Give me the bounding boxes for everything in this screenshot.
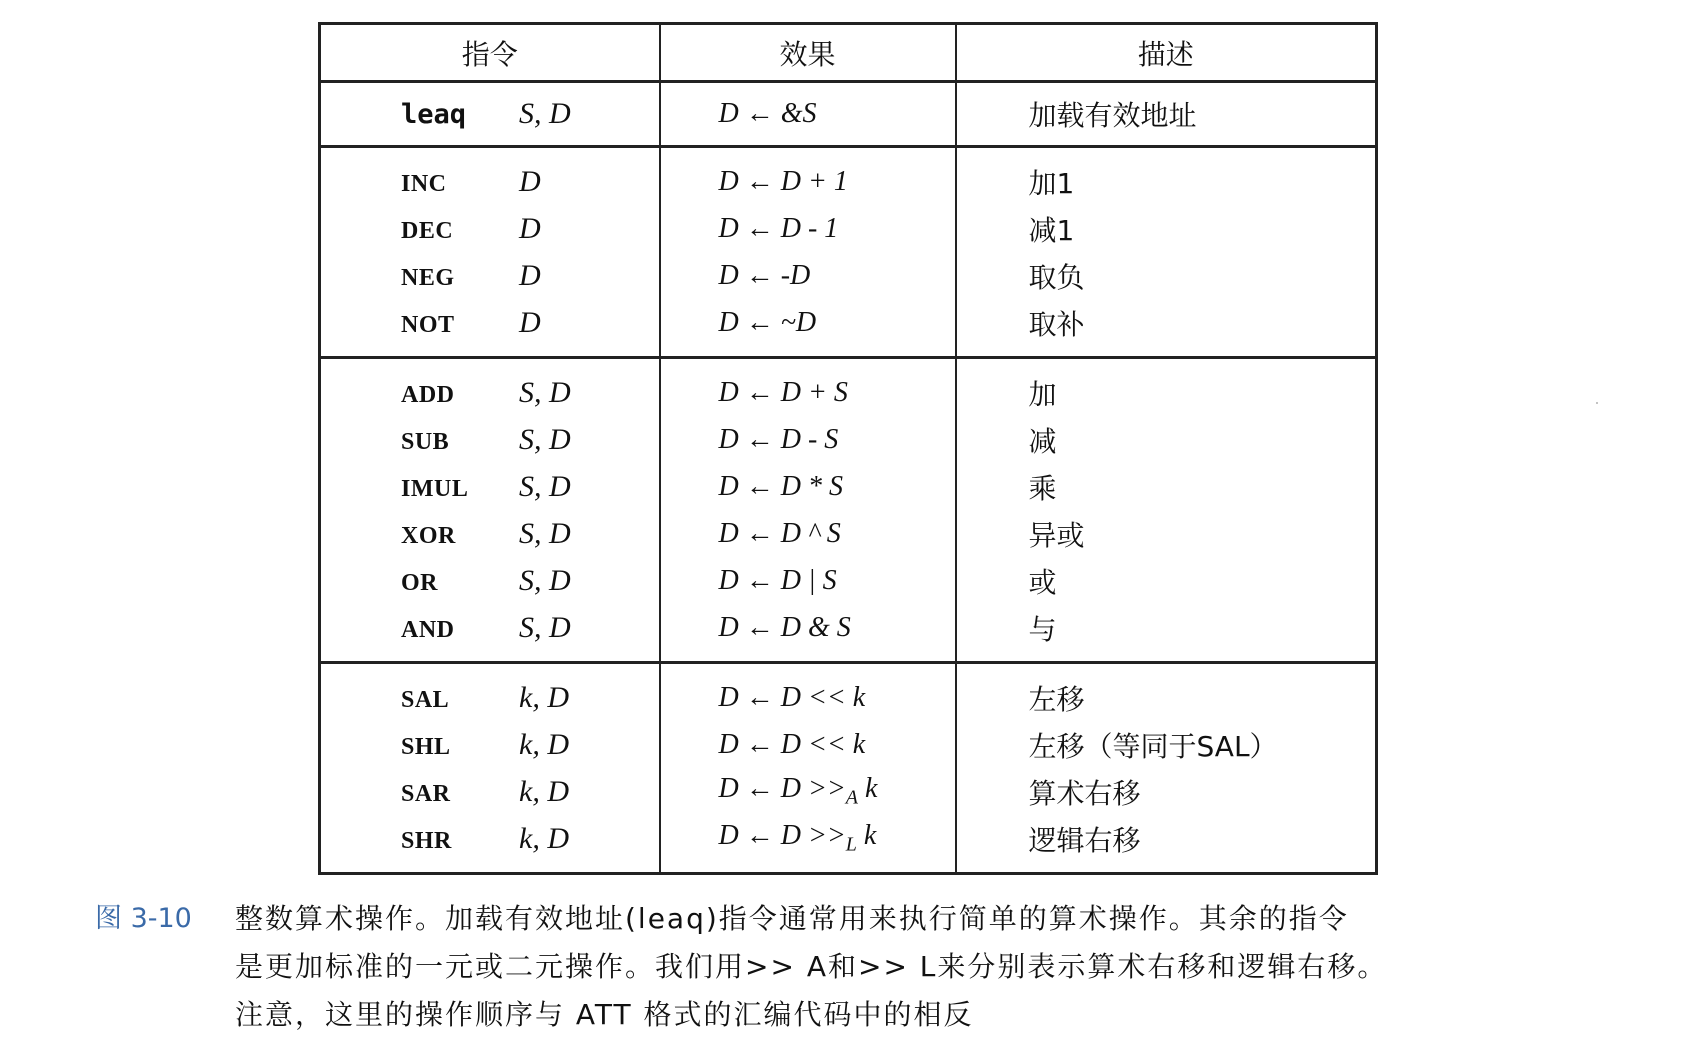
table-row (320, 358, 1377, 417)
figure-number: 图 3-10 (95, 903, 192, 934)
effect-expression: D ← D >> (718, 773, 846, 805)
instruction-operands: k, D (519, 821, 569, 855)
effect-cell (660, 358, 956, 417)
description-cell: 异或 (956, 510, 1377, 557)
table-row (320, 604, 1377, 663)
instruction-mnemonic: DEC (401, 217, 454, 244)
effect-cell (660, 510, 956, 557)
instruction-cell (320, 358, 660, 417)
table-header-row (320, 24, 1377, 82)
effect-expression: D ← D + 1 (718, 165, 848, 197)
table-row (320, 510, 1377, 557)
description-cell: 取负 (956, 252, 1377, 299)
effect-shift-amount: k (857, 773, 878, 805)
header-description: 描述 (956, 24, 1377, 82)
description-cell: 取补 (956, 299, 1377, 358)
instruction-operands: S, D (519, 375, 571, 409)
table-row (320, 557, 1377, 604)
instruction-mnemonic: SHR (401, 827, 452, 854)
table-row (320, 205, 1377, 252)
effect-cell (660, 82, 956, 147)
instruction-cell (320, 721, 660, 768)
effect-cell (660, 815, 956, 874)
instruction-mnemonic: ADD (401, 381, 455, 408)
caption-line: 注意，这里的操作顺序与 ATT 格式的汇编代码中的相反 (235, 998, 974, 1031)
instruction-operands: S, D (519, 516, 571, 550)
instruction-mnemonic: NEG (401, 264, 455, 291)
description-cell: 逻辑右移 (956, 815, 1377, 874)
instruction-cell (320, 815, 660, 874)
instruction-mnemonic: SAL (401, 686, 450, 713)
effect-cell (660, 416, 956, 463)
description-cell: 左移（等同于SAL） (956, 721, 1377, 768)
instruction-table-container (318, 22, 1375, 875)
table-row (320, 252, 1377, 299)
effect-expression: D ← -D (718, 259, 811, 291)
instruction-mnemonic: IMUL (401, 475, 469, 502)
description-cell: 与 (956, 604, 1377, 663)
instruction-mnemonic: SHL (401, 733, 451, 760)
instruction-cell (320, 147, 660, 206)
effect-expression: D ← D & S (718, 611, 851, 643)
scan-speck (1596, 402, 1598, 404)
description-cell: 或 (956, 557, 1377, 604)
description-cell: 加1 (956, 147, 1377, 206)
table-row (320, 299, 1377, 358)
instruction-mnemonic: AND (401, 616, 455, 643)
table-body (320, 82, 1377, 874)
instruction-mnemonic: XOR (401, 522, 456, 549)
effect-expression: D ← D << k (718, 681, 866, 713)
description-cell: 算术右移 (956, 768, 1377, 815)
instruction-cell (320, 604, 660, 663)
instruction-operands: k, D (519, 727, 569, 761)
instruction-operands: S, D (519, 469, 571, 503)
caption-line: 整数算术操作。加载有效地址(leaq)指令通常用来执行简单的算术操作。其余的指令 (235, 902, 1349, 935)
instruction-operands: D (519, 211, 541, 245)
instruction-operands: S, D (519, 97, 571, 130)
instruction-mnemonic: OR (401, 569, 438, 596)
instruction-mnemonic: SUB (401, 428, 450, 455)
instruction-cell (320, 205, 660, 252)
effect-cell (660, 463, 956, 510)
header-instruction: 指令 (320, 24, 660, 82)
effect-cell (660, 768, 956, 815)
shift-type-subscript: A (845, 786, 858, 809)
instruction-operands: S, D (519, 422, 571, 456)
instruction-operands: D (519, 258, 541, 292)
table-row (320, 147, 1377, 206)
instruction-cell (320, 416, 660, 463)
table-row (320, 663, 1377, 722)
effect-expression: D ← D * S (718, 470, 843, 502)
table-row (320, 82, 1377, 147)
description-cell: 加载有效地址 (956, 82, 1377, 147)
description-cell: 左移 (956, 663, 1377, 722)
effect-cell (660, 205, 956, 252)
instruction-mnemonic: leaq (401, 99, 467, 130)
effect-expression: D ← ~D (718, 306, 817, 338)
effect-expression: D ← D + S (718, 376, 848, 408)
instruction-cell (320, 252, 660, 299)
instruction-cell (320, 557, 660, 604)
instruction-cell (320, 510, 660, 557)
description-cell: 减1 (956, 205, 1377, 252)
caption-text (235, 895, 1655, 1039)
instruction-cell (320, 663, 660, 722)
instruction-cell (320, 82, 660, 147)
instruction-operands: k, D (519, 680, 569, 714)
effect-cell (660, 252, 956, 299)
instruction-mnemonic: SAR (401, 780, 451, 807)
effect-expression: D ← D ^ S (718, 517, 841, 549)
effect-cell (660, 147, 956, 206)
instruction-cell (320, 768, 660, 815)
description-cell: 乘 (956, 463, 1377, 510)
description-cell: 减 (956, 416, 1377, 463)
table-row (320, 721, 1377, 768)
effect-expression: D ← D - S (718, 423, 839, 455)
instruction-cell (320, 299, 660, 358)
table-row (320, 463, 1377, 510)
instruction-cell (320, 463, 660, 510)
shift-type-subscript: L (845, 833, 857, 856)
integer-arithmetic-table (318, 22, 1378, 875)
instruction-operands: D (519, 305, 541, 339)
effect-cell (660, 721, 956, 768)
effect-cell (660, 299, 956, 358)
description-cell: 加 (956, 358, 1377, 417)
instruction-operands: S, D (519, 610, 571, 644)
table-row (320, 416, 1377, 463)
effect-shift-amount: k (856, 820, 877, 852)
effect-expression: D ← D >> (718, 820, 846, 852)
effect-cell (660, 663, 956, 722)
instruction-operands: k, D (519, 774, 569, 808)
effect-expression: D ← &S (718, 98, 817, 129)
table-row (320, 815, 1377, 874)
effect-cell (660, 557, 956, 604)
effect-expression: D ← D | S (718, 564, 837, 596)
effect-expression: D ← D - 1 (718, 212, 839, 244)
header-effect: 效果 (660, 24, 956, 82)
caption-line: 是更加标准的一元或二元操作。我们用>> A和>> L来分别表示算术右移和逻辑右移。 (235, 950, 1388, 983)
instruction-mnemonic: INC (401, 170, 447, 197)
effect-expression: D ← D << k (718, 728, 866, 760)
table-row (320, 768, 1377, 815)
figure-caption (95, 895, 1655, 1039)
effect-cell (660, 604, 956, 663)
instruction-operands: S, D (519, 563, 571, 597)
instruction-operands: D (519, 164, 541, 198)
instruction-mnemonic: NOT (401, 311, 455, 338)
